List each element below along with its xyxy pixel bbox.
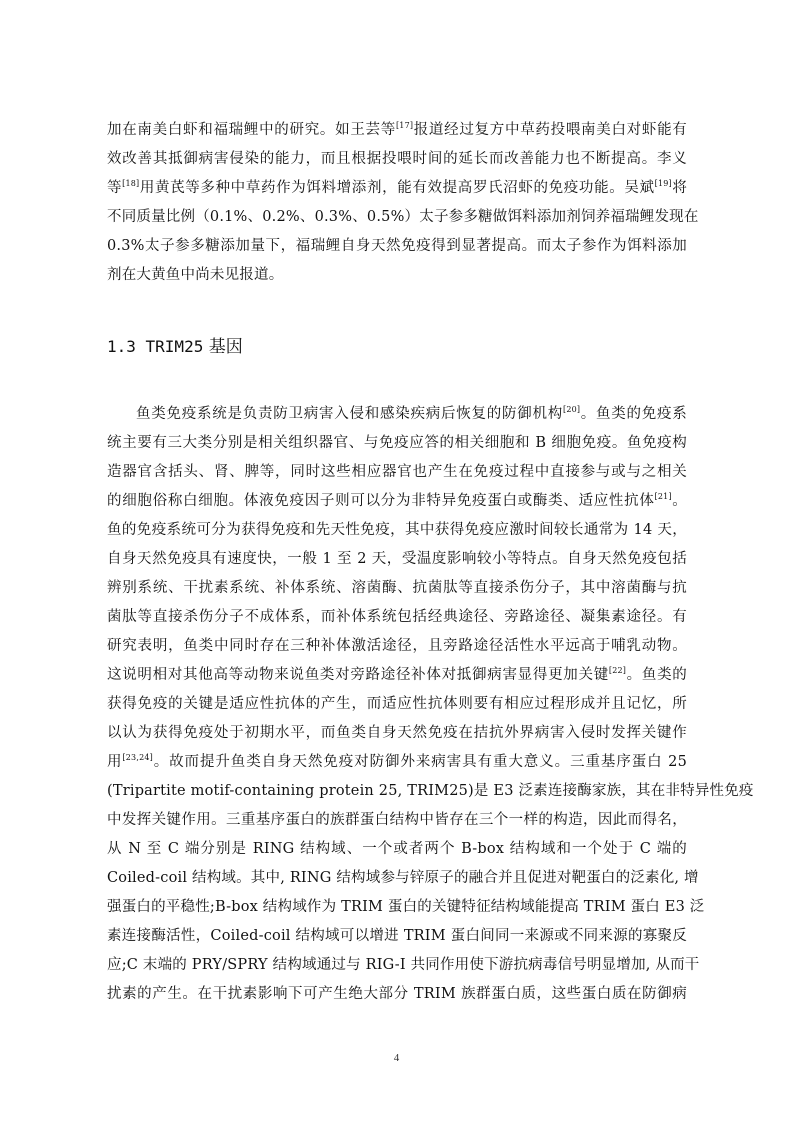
text-line: Coiled-coil 结构域。其中, RING 结构域参与锌原子的融合并且促进对靶蛋白的泛素化, 增 [107, 870, 699, 886]
text-line: 不同质量比例（0.1%、0.2%、0.3%、0.5%）太子参多糖做饵料添加剂饲养福瑞鲤发现在 [107, 209, 699, 225]
text-line: 获得免疫的关键是适应性抗体的产生，而适应性抗体则要有相应过程形成并且记忆，所 [107, 696, 687, 712]
section-heading [107, 332, 243, 362]
paragraph-1 [107, 116, 699, 290]
citation: [22] [608, 666, 627, 675]
text-line: 用[23,24]。故而提升鱼类自身天然免疫对防御外来病害具有重大意义。三重基序蛋白 25 [107, 753, 687, 770]
section-title: 基因 [203, 337, 243, 357]
citation: [23,24] [122, 753, 153, 762]
text-line: 从 N 至 C 端分别是 RING 结构域、一个或者两个 B-box 结构域和一个处于 C 端的 [107, 841, 687, 857]
page-number: 4 [393, 1052, 400, 1064]
text-line: 强蛋白的平稳性;B-box 结构域作为 TRIM 蛋白的关键特征结构域能提高 TRIM 蛋白 E3 泛 [107, 899, 705, 915]
section-number: 1.3 TRIM25 [107, 337, 204, 356]
text-line: 效改善其抵御病害侵染的能力，而且根据投喂时间的延长而改善能力也不断提高。李义 [107, 151, 687, 167]
text-line: 以认为获得免疫处于初期水平，而鱼类自身天然免疫在拮抗外界病害入侵时发挥关键作 [107, 725, 687, 741]
text-line: 统主要有三大类分别是相关组织器官、与免疫应答的相关细胞和 B 细胞免疫。鱼免疫构 [107, 435, 687, 451]
text-line: 造器官含括头、肾、脾等，同时这些相应器官也产生在免疫过程中直接参与或与之相关 [107, 464, 687, 480]
text-line: 的细胞俗称白细胞。体液免疫因子则可以分为非特异免疫蛋白或酶类、适应性抗体[21]。 [107, 492, 687, 509]
citation: [17] [395, 121, 414, 130]
text-line: 这说明相对其他高等动物来说鱼类对旁路途径补体对抵御病害显得更加关键[22]。鱼类的 [107, 666, 687, 683]
text-line: 素连接酶活性，Coiled-coil 结构域可以增进 TRIM 蛋白间同一来源或不同来源的寡聚反 [107, 928, 687, 944]
text-line: 中发挥关键作用。三重基序蛋白的族群蛋白结构中皆存在三个一样的构造，因此而得名， [107, 812, 687, 828]
text-line: 自身天然免疫具有速度快，一般 1 至 2 天，受温度影响较小等特点。自身天然免疫包括 [107, 551, 687, 567]
text-line: 扰素的产生。在干扰素影响下可产生绝大部分 TRIM 族群蛋白质，这些蛋白质在防御病 [107, 986, 687, 1002]
paragraph-2 [107, 400, 754, 1009]
citation: [21] [654, 492, 672, 501]
text-line: 辨别系统、干扰素系统、补体系统、溶菌酶、抗菌肽等直接杀伤分子，其中溶菌酶与抗 [107, 580, 687, 596]
text-line: 加在南美白虾和福瑞鲤中的研究。如王芸等[17]报道经过复方中草药投喂南美白对虾能有 [107, 121, 687, 138]
text-line: (Tripartite motif-containing protein 25, TRIM25)是 E3 泛素连接酶家族，其在非特异性免疫 [107, 783, 754, 799]
text-line: 研究表明，鱼类中同时存在三种补体激活途径，且旁路途径活性水平远高于哺乳动物。 [107, 638, 687, 654]
text-line: 鱼的免疫系统可分为获得免疫和先天性免疫，其中获得免疫应激时间较长通常为 14 天， [107, 522, 687, 538]
citation: [20] [563, 405, 581, 414]
text-line: 剂在大黄鱼中尚未见报道。 [107, 267, 284, 283]
citation: [18] [122, 179, 140, 188]
text-line: 0.3%太子参多糖添加量下，福瑞鲤自身天然免疫得到显著提高。而太子参作为饵料添加 [107, 238, 687, 254]
text-line: 应;C 末端的 PRY/SPRY 结构域通过与 RIG-I 共同作用使下游抗病毒信号明显增加, 从而干 [107, 957, 700, 973]
text-line: 鱼类免疫系统是负责防卫病害入侵和感染疾病后恢复的防御机构[20]。鱼类的免疫系 [136, 405, 687, 422]
citation: [19] [654, 179, 672, 188]
text-line: 等[18]用黄芪等多种中草药作为饵料增添剂，能有效提高罗氏沼虾的免疫功能。吴斌[19]将 [107, 179, 688, 196]
text-line: 菌肽等直接杀伤分子不成体系，而补体系统包括经典途径、旁路途径、凝集素途径。有 [107, 609, 687, 625]
